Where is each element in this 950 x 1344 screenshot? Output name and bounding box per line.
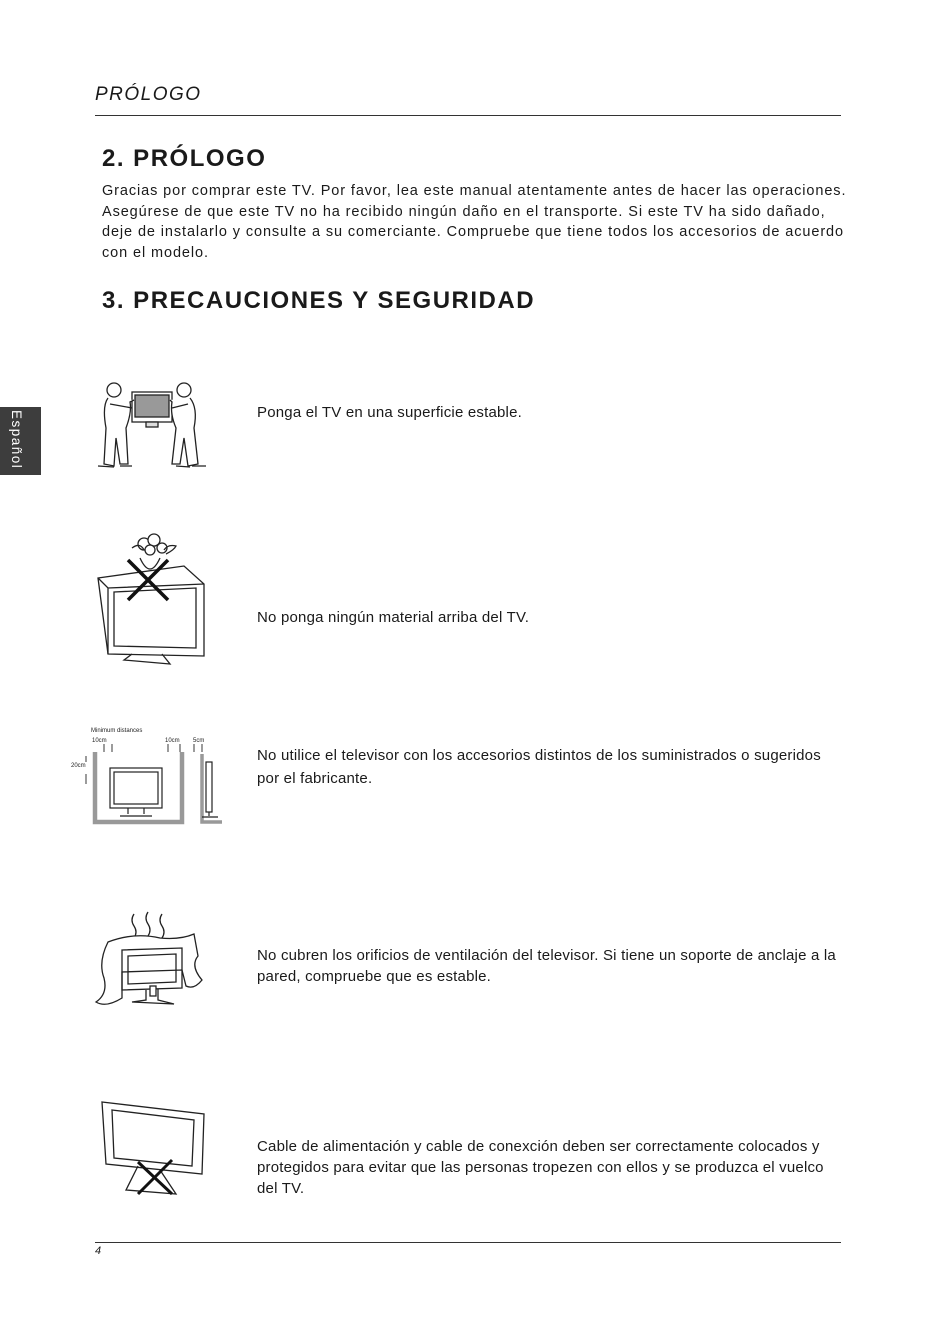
minimum-distances-icon [68, 722, 226, 826]
covered-tv-ventilation-icon [94, 910, 210, 1012]
precauciones-heading: 3. PRECAUCIONES Y SEGURIDAD [102, 287, 536, 314]
language-tab-label: Español [9, 410, 24, 470]
distance-label-left: 20cm [71, 763, 86, 769]
header-rule [95, 115, 841, 116]
tv-tip-over-icon [98, 1098, 212, 1196]
two-people-carrying-tv-icon [92, 378, 214, 472]
precaution-item-3: No utilice el televisor con los accesorios distintos de los suministrados o sugeridos por el fabricante. [257, 747, 821, 787]
distance-label-top-left: 10cm [92, 738, 107, 744]
precaution-item-5: Cable de alimentación y cable de conexción deben ser correctamente colocados y protegidos para evitar que las personas tropezen con ellos y se produzca el vuelco del TV. [257, 1138, 824, 1197]
running-title: PRÓLOGO [95, 84, 202, 105]
distance-label-side: 5cm [193, 738, 205, 744]
footer-rule [95, 1242, 841, 1243]
precaution-item-2: No ponga ningún material arriba del TV. [257, 609, 530, 626]
precaution-item-4: No cubren los orificios de ventilación del televisor. Si tiene un soporte de anclaje a la pared, compruebe que es estable. [257, 947, 836, 985]
prologo-paragraph: Gracias por comprar este TV. Por favor, lea este manual atentamente antes de hacer las operaciones. Asegúrese de que este TV no ha recibido ningún daño en el transporte. Si este TV ha sido dañado, deje de instalarlo y consulte a su comerciante. Compruebe que tiene todos los accesorios de acuerdo con el modelo. [102, 183, 847, 261]
language-tab [0, 407, 41, 475]
no-objects-on-tv-icon [92, 528, 212, 670]
page-number: 4 [95, 1245, 102, 1257]
distance-label-top-right: 10cm [165, 738, 180, 744]
minimum-distances-label: Minimum distances [91, 728, 143, 734]
precaution-item-1: Ponga el TV en una superficie estable. [257, 404, 522, 421]
prologo-heading: 2. PRÓLOGO [102, 145, 267, 172]
